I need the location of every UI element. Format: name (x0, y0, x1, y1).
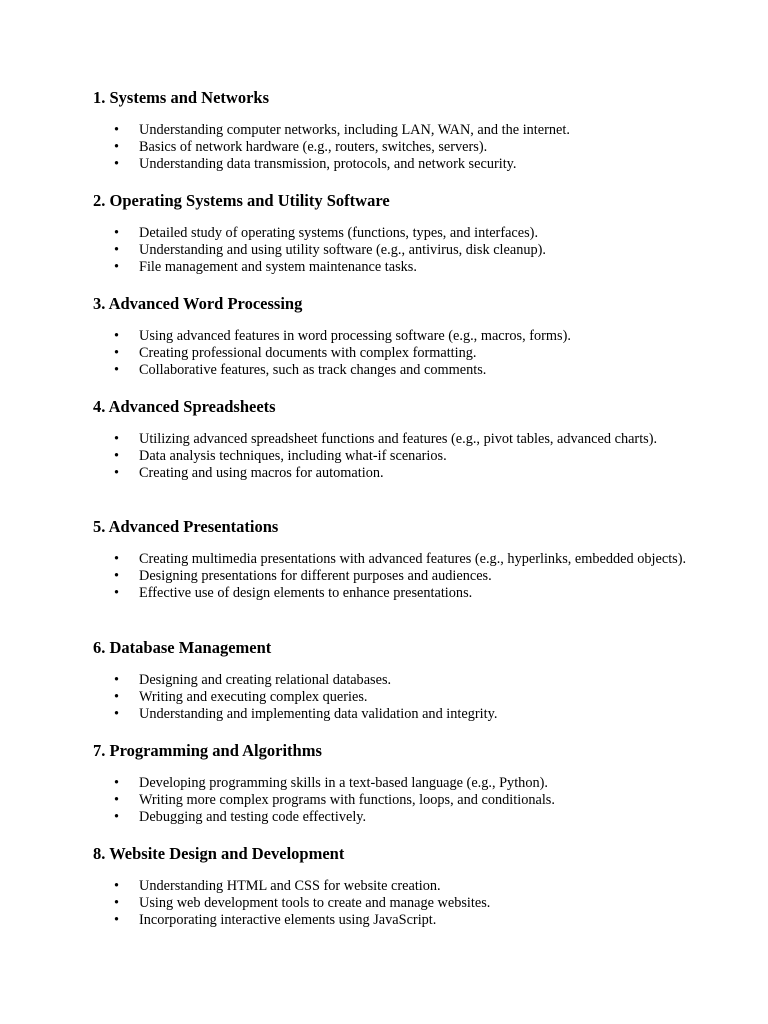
list-item (93, 912, 693, 929)
list-item-text: Creating and using macros for automation. (139, 464, 384, 481)
bullet-icon: • (114, 705, 120, 722)
bullet-icon: • (114, 584, 120, 601)
list-item-text: Basics of network hardware (e.g., routers, switches, servers). (139, 138, 488, 155)
list-item (93, 242, 693, 259)
section-heading: 4. Advanced Spreadsheets (93, 397, 276, 416)
list-item (93, 225, 693, 242)
list-item (93, 706, 693, 723)
list-item-text: File management and system maintenance tasks. (139, 258, 417, 275)
list-item (93, 139, 693, 156)
bullet-icon: • (114, 791, 120, 808)
bullet-icon: • (114, 225, 120, 241)
list-item-text: Understanding and implementing data validation and integrity. (139, 705, 498, 722)
list-item (93, 362, 693, 379)
bullet-list (93, 672, 693, 722)
list-item-text: Using advanced features in word processing software (e.g., macros, forms). (139, 328, 571, 344)
bullet-icon: • (114, 775, 120, 791)
list-item-text: Creating professional documents with complex formatting. (139, 344, 477, 361)
list-item-text: Utilizing advanced spreadsheet functions and features (e.g., pivot tables, advanced charts). (139, 431, 658, 447)
section-programming-and-algorithms (93, 741, 693, 825)
bullet-icon: • (114, 328, 120, 344)
bullet-icon: • (114, 464, 120, 481)
bullet-list (93, 775, 693, 825)
section-advanced-word-processing (93, 294, 693, 378)
section-website-design (93, 844, 693, 928)
list-item (93, 431, 693, 448)
bullet-icon: • (114, 567, 120, 584)
bullet-icon: • (114, 447, 120, 464)
list-item (93, 672, 693, 689)
section-operating-systems (93, 191, 693, 275)
bullet-icon: • (114, 911, 120, 928)
list-item-text: Understanding HTML and CSS for website creation. (139, 878, 441, 894)
list-item (93, 465, 693, 482)
bullet-list (93, 122, 693, 172)
list-item (93, 122, 693, 139)
list-item (93, 585, 693, 602)
section-heading: 3. Advanced Word Processing (93, 294, 303, 313)
bullet-icon: • (114, 344, 120, 361)
list-item-text: Debugging and testing code effectively. (139, 808, 367, 825)
section-heading: 5. Advanced Presentations (93, 517, 279, 536)
bullet-icon: • (114, 894, 120, 911)
bullet-icon: • (114, 878, 120, 894)
list-item-text: Incorporating interactive elements using JavaScript. (139, 911, 437, 928)
bullet-icon: • (114, 551, 120, 567)
list-item (93, 568, 693, 585)
list-item-text: Detailed study of operating systems (functions, types, and interfaces). (139, 225, 539, 241)
bullet-icon: • (114, 138, 120, 155)
section-advanced-spreadsheets (93, 397, 693, 481)
bullet-icon: • (114, 431, 120, 447)
list-item (93, 259, 693, 276)
list-item (93, 448, 693, 465)
list-item (93, 809, 693, 826)
bullet-icon: • (114, 361, 120, 378)
bullet-list (93, 431, 693, 481)
list-item-text: Designing and creating relational databases. (139, 672, 392, 688)
list-item-text: Understanding and using utility software (e.g., antivirus, disk cleanup). (139, 241, 546, 258)
list-item-text: Writing more complex programs with functions, loops, and conditionals. (139, 791, 555, 808)
section-heading: 8. Website Design and Development (93, 844, 345, 863)
list-item-text: Data analysis techniques, including what-if scenarios. (139, 447, 447, 464)
list-item-text: Using web development tools to create and manage websites. (139, 894, 491, 911)
bullet-icon: • (114, 672, 120, 688)
list-item-text: Understanding data transmission, protocols, and network security. (139, 155, 517, 172)
list-item (93, 895, 693, 912)
list-item (93, 551, 693, 568)
list-item (93, 878, 693, 895)
bullet-icon: • (114, 808, 120, 825)
bullet-icon: • (114, 258, 120, 275)
section-systems-and-networks (93, 88, 693, 172)
bullet-list (93, 328, 693, 378)
bullet-list (93, 878, 693, 928)
section-heading: 6. Database Management (93, 638, 272, 657)
list-item-text: Effective use of design elements to enhance presentations. (139, 584, 473, 601)
bullet-icon: • (114, 155, 120, 172)
section-advanced-presentations (93, 517, 693, 601)
bullet-icon: • (114, 241, 120, 258)
section-heading: 2. Operating Systems and Utility Software (93, 191, 390, 210)
list-item-text: Understanding computer networks, including LAN, WAN, and the internet. (139, 122, 570, 138)
list-item (93, 328, 693, 345)
section-heading: 7. Programming and Algorithms (93, 741, 322, 760)
list-item-text: Creating multimedia presentations with advanced features (e.g., hyperlinks, embedded objects). (139, 551, 687, 567)
list-item-text: Collaborative features, such as track changes and comments. (139, 361, 487, 378)
list-item-text: Writing and executing complex queries. (139, 688, 368, 705)
list-item (93, 156, 693, 173)
section-database-management (93, 638, 693, 722)
section-heading: 1. Systems and Networks (93, 88, 270, 107)
bullet-list (93, 551, 693, 601)
list-item-text: Developing programming skills in a text-based language (e.g., Python). (139, 775, 548, 791)
list-item (93, 345, 693, 362)
list-item (93, 775, 693, 792)
bullet-icon: • (114, 122, 120, 138)
list-item (93, 689, 693, 706)
list-item-text: Designing presentations for different purposes and audiences. (139, 567, 492, 584)
bullet-list (93, 225, 693, 275)
list-item (93, 792, 693, 809)
bullet-icon: • (114, 688, 120, 705)
